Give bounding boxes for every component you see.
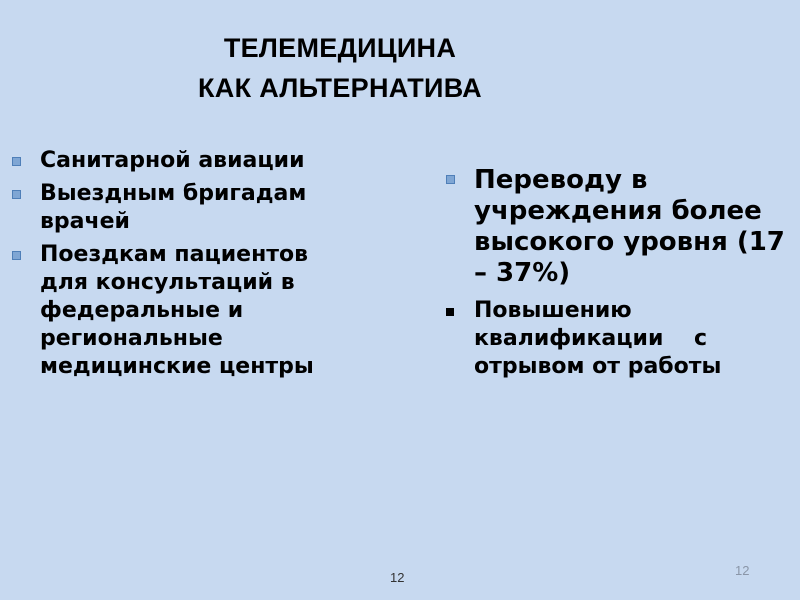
list-item-label: Выездным бригадам врачей	[40, 181, 307, 234]
list-item-label: Повышению квалификации с отрывом от работы	[474, 298, 722, 379]
page-number: 12	[390, 570, 405, 585]
list-item	[444, 297, 794, 381]
list-item-label: Переводу в учреждения более высокого уровня (17 – 37%)	[474, 165, 785, 288]
slide-number: 12	[735, 563, 750, 578]
list-item-label: Санитарной авиации	[40, 148, 305, 173]
list-item	[10, 241, 350, 381]
left-bullet-list	[10, 147, 350, 386]
list-item	[10, 180, 350, 236]
square-bullet-icon	[446, 175, 455, 184]
list-item-label: Поездкам пациентов для консультаций в федеральные и региональные медицинские центры	[40, 242, 314, 379]
slide-title-line-1: ТЕЛЕМЕДИЦИНА	[223, 33, 457, 63]
square-bullet-icon	[12, 157, 21, 166]
black-square-bullet-icon	[446, 308, 454, 316]
list-item	[10, 147, 350, 175]
right-bullet-list	[444, 165, 794, 381]
square-bullet-icon	[12, 190, 21, 199]
square-bullet-icon	[12, 251, 21, 260]
slide-title	[140, 28, 540, 108]
list-item	[444, 165, 794, 289]
slide-title-line-2: КАК АЛЬТЕРНАТИВА	[198, 73, 482, 103]
